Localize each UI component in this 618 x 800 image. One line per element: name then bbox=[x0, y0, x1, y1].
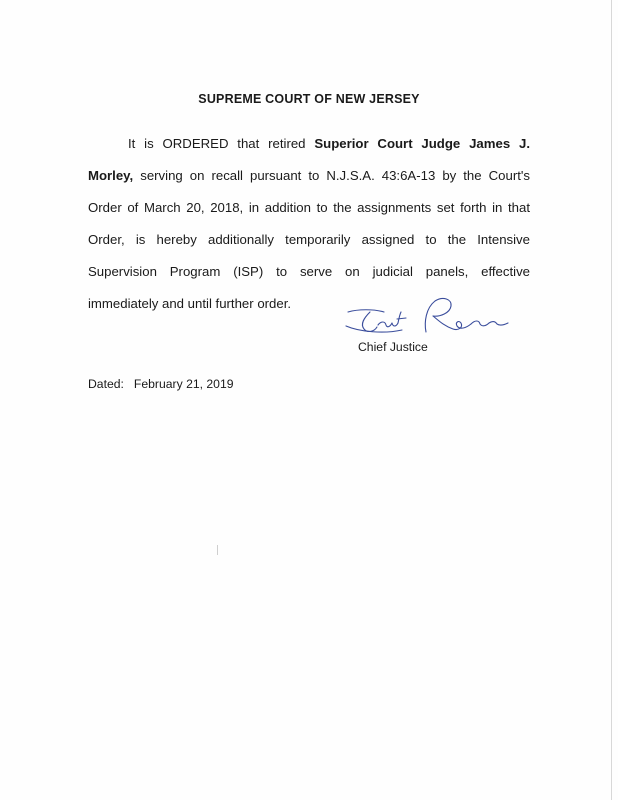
page-edge-line bbox=[611, 0, 612, 800]
order-text-intro: It is ORDERED that retired bbox=[128, 136, 315, 151]
judge-name: Superior Court Judge James J. Morley, bbox=[88, 136, 530, 183]
dated-label: Dated: bbox=[88, 377, 124, 391]
court-heading: SUPREME COURT OF NEW JERSEY bbox=[198, 92, 420, 106]
date-line bbox=[88, 377, 234, 391]
order-paragraph bbox=[88, 128, 530, 320]
dated-value: February 21, 2019 bbox=[133, 377, 234, 391]
signer-title: Chief Justice bbox=[358, 340, 428, 354]
scan-artifact bbox=[217, 545, 218, 555]
order-text-main: serving on recall pursuant to N.J.S.A. 43:6A-13 by the Court's Order of March 20, 2018, in addition to the assignments set forth in that Order, is hereby additionally temporarily assigned to the Intensive Supervision Program (ISP) to serve on judicial panels, effective immediately and until further order. bbox=[88, 168, 530, 311]
chief-justice-signature bbox=[340, 296, 525, 344]
